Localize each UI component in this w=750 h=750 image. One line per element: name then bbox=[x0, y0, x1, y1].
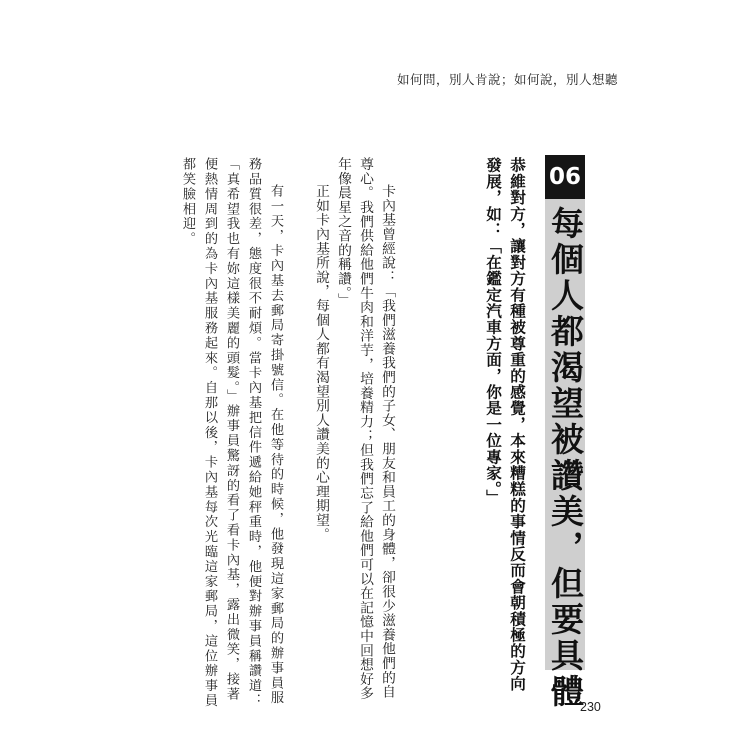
body-line: 卡內基曾經說：「我們滋養我們的子女、朋友和員工的身體，卻很少滋養他們的自 bbox=[379, 184, 395, 699]
page-number: 230 bbox=[580, 700, 601, 714]
chapter-title: 每個人都渴望被讚美，但要具體 bbox=[546, 206, 585, 710]
lead-line: 恭維對方，讓對方有種被尊重的感覺，本來糟糕的事情反而會朝積極的方向 bbox=[508, 157, 526, 692]
body-line: 都笑臉相迎。 bbox=[180, 157, 195, 247]
lead-line: 發展，如：「在鑑定汽車方面，你是一位專家。」 bbox=[484, 157, 502, 506]
body-line: 有一天，卡內基去郵局寄掛號信。在他等待的時候，他發現這家郵局的辦事員服 bbox=[268, 184, 283, 706]
body-line: 「真希望我也有妳這樣美麗的頭髮。」辦事員驚訝的看了看卡內基，露出微笑，接著 bbox=[224, 157, 239, 702]
running-head: 如何問，別人肯說；如何說，別人想聽 bbox=[396, 72, 618, 87]
chapter-number-box: 06 bbox=[545, 155, 585, 199]
body-line: 年像晨星之音的稱讚。」 bbox=[335, 157, 351, 308]
body-line: 正如卡內基所說，每個人都有渴望別人讚美的心理期望。 bbox=[313, 184, 329, 542]
body-line: 尊心。我們供給他們牛肉和洋芋，培養精力；但我們忘了給他們可以在記憶中回想好多 bbox=[357, 157, 373, 701]
body-line: 便熱情周到的為卡內基服務起來。自那以後，卡內基每次光臨這家郵局，這位辦事員 bbox=[202, 157, 217, 709]
body-line: 務品質很差，態度很不耐煩。當卡內基把信件遞給她秤重時，他便對辦事員稱讚道： bbox=[246, 157, 261, 709]
